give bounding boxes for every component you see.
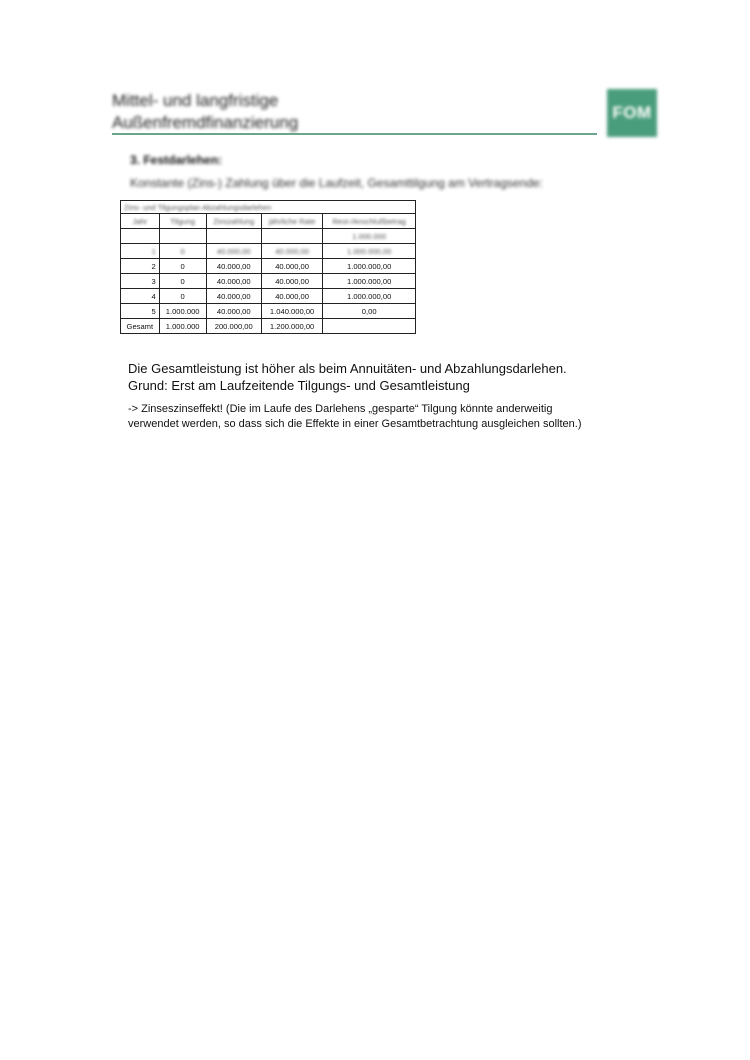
section-subtitle: Konstante (Zins-) Zahlung über die Laufzeit, Gesamttilgung am Vertragsende:	[130, 176, 543, 190]
table-caption-row	[121, 201, 416, 214]
table-row	[121, 289, 416, 304]
table-cell: 40.000,00	[206, 304, 261, 319]
table-cell: 1.000.000	[159, 319, 206, 334]
table-cell: 0	[159, 289, 206, 304]
section-heading: 3. Festdarlehen:	[130, 153, 223, 167]
header-cell: Zinszahlung	[206, 214, 261, 229]
table-header-row	[121, 214, 416, 229]
table-cell	[121, 229, 160, 244]
table-row	[121, 274, 416, 289]
loan-schedule-table	[120, 200, 416, 334]
table-cell	[206, 229, 261, 244]
table-row	[121, 259, 416, 274]
table-cell: 1.200.000,00	[261, 319, 323, 334]
note-paragraph	[128, 402, 582, 432]
title-line-1: Mittel- und langfristige	[112, 91, 279, 110]
title-line-2: Außenfremdfinanzierung	[112, 113, 299, 132]
table-cell: 1.000.000,00	[323, 274, 416, 289]
table-cell: 1.000.000,00	[323, 259, 416, 274]
table-cell: 40.000,00	[261, 274, 323, 289]
note-line-1: -> Zinseszinseffekt! (Die im Laufe des Darlehens „gesparte“ Tilgung könnte anderweitig	[128, 403, 553, 415]
table-cell: 1.000.000	[159, 304, 206, 319]
note-line-2: verwendet werden, so dass sich die Effekte in einer Gesamtbetrachtung ausgleichen sollten.)	[128, 418, 582, 430]
fom-logo: FOM	[607, 89, 657, 137]
table-cell: 5	[121, 304, 160, 319]
conclusion-paragraph	[128, 360, 567, 394]
table-cell: Gesamt	[121, 319, 160, 334]
table-cell: 40.000,00	[261, 289, 323, 304]
page-title	[112, 90, 298, 134]
table-cell: 1.000.000,00	[323, 289, 416, 304]
table-cell: 1.000.000,00	[323, 244, 416, 259]
table-caption: Zins- und Tilgungsplan Abzahlungsdarlehen	[121, 201, 416, 214]
table-cell: 40.000,00	[206, 259, 261, 274]
table-cell: 40.000,00	[261, 244, 323, 259]
table-cell: 40.000,00	[206, 274, 261, 289]
table-cell	[261, 229, 323, 244]
table-cell	[159, 229, 206, 244]
header-cell: jährliche Rate	[261, 214, 323, 229]
table-cell: 0	[159, 259, 206, 274]
table-cell: 40.000,00	[206, 289, 261, 304]
table-cell	[323, 319, 416, 334]
table-total-row	[121, 319, 416, 334]
table-cell: 4	[121, 289, 160, 304]
table-cell: 1	[121, 244, 160, 259]
table-cell: 1.000.000	[323, 229, 416, 244]
table-cell: 2	[121, 259, 160, 274]
header-cell: Tilgung	[159, 214, 206, 229]
table-row	[121, 229, 416, 244]
table-cell: 40.000,00	[261, 259, 323, 274]
table-cell: 0	[159, 244, 206, 259]
header-divider	[112, 133, 597, 135]
header-cell: Rest-/Anschlußbetrag	[323, 214, 416, 229]
table-row	[121, 304, 416, 319]
table-cell: 3	[121, 274, 160, 289]
table-cell: 200.000,00	[206, 319, 261, 334]
table-cell: 0	[159, 274, 206, 289]
conclusion-line-2: Grund: Erst am Laufzeitende Tilgungs- und Gesamtleistung	[128, 378, 470, 393]
table-cell: 40.000,00	[206, 244, 261, 259]
header-cell: Jahr	[121, 214, 160, 229]
table-cell: 1.040.000,00	[261, 304, 323, 319]
conclusion-line-1: Die Gesamtleistung ist höher als beim Annuitäten- und Abzahlungsdarlehen.	[128, 361, 567, 376]
table-cell: 0,00	[323, 304, 416, 319]
table-row	[121, 244, 416, 259]
